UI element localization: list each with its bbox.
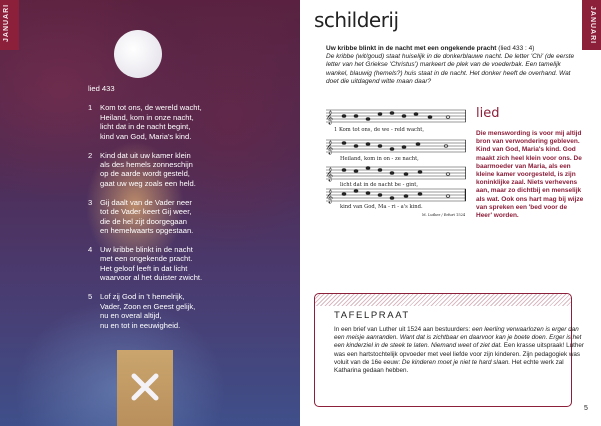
poem-line: waarvoor al het duister zwicht.: [100, 273, 203, 283]
svg-text:𝄞: 𝄞: [326, 140, 334, 154]
painting-description: [326, 45, 582, 86]
lyric-line: kind van God, Ma - ri - a's kind.: [340, 204, 423, 210]
tafelpraat-quote: een leerling verwaarlozen is erger dan een meisje aanranden. Want dat is zichtbaar en daarvoor kan je boete doen. Erger is het een kinderziel in de steek te laten. Niemand weet of ziet dat.: [334, 326, 582, 350]
poem: [88, 84, 288, 340]
poem-line: nu en tot in eeuwigheid.: [100, 320, 181, 330]
tafelpraat-quote2: De kinderen moet je niet te hard slaan.: [401, 358, 511, 366]
stanza: [88, 245, 288, 283]
chi-cross-icon: [130, 372, 160, 402]
lyric-line: licht dat in de nacht be - gint,: [340, 182, 419, 188]
poem-line: Kom tot ons, de wereld wacht,: [100, 103, 202, 113]
month-tab-label: JANUARI: [3, 3, 10, 42]
sheet-music: [326, 104, 466, 296]
painting-quote: Uw kribbe blinkt in de nacht met een ongekende pracht: [326, 45, 497, 52]
page-number: 5: [584, 405, 588, 412]
tafelpraat-closing: Het echte werk zal Katharina gedaan hebben.: [334, 358, 564, 375]
painting-reference: (lied 433 : 4): [498, 45, 535, 52]
stanza-number: 5: [88, 292, 93, 302]
stanza-number: 2: [88, 150, 93, 160]
poem-line: die de hel zijt doorgegaan: [100, 216, 187, 226]
poem-line: tot de Vader keert Gij weer,: [100, 207, 192, 217]
poem-line: met een ongekende pracht.: [100, 254, 193, 264]
poem-line: licht dat in de nacht begint,: [100, 122, 191, 132]
poem-line: Uw kribbe blinkt in de nacht: [100, 245, 193, 255]
poem-line: Vader, Zoon en Geest gelijk,: [100, 301, 196, 311]
poem-line: Heiland, kom in onze nacht,: [100, 112, 194, 122]
poem-line: Gij daalt van de Vader neer: [100, 197, 192, 207]
stanza-number: 3: [88, 197, 93, 207]
tafelpraat-text: [334, 326, 584, 375]
tafelpraat-intro: In een brief van Luther uit 1524 aan bestuurders:: [334, 326, 471, 333]
section-heading-lied: lied: [476, 106, 500, 121]
poem-title: lied 433: [88, 84, 115, 93]
stanza: [88, 151, 288, 189]
music-credit: M. Luther / Erfurt 1524: [422, 213, 466, 217]
lyric-line: 1 Kom tot ons, de we - reld wacht,: [334, 127, 425, 133]
poem-line: als des hemels zonneschijn: [100, 160, 193, 170]
lyric-line: Heiland, kom in on - ze nacht,: [340, 156, 419, 162]
poem-line: Lof zij God in 't hemelrijk,: [100, 292, 185, 302]
poem-line: kind van God, Maria's kind.: [100, 131, 192, 141]
tafelpraat-comment: Een krasse uitspraak! Luther was een hartstochtelijk opvoeder met veel liefde voor zijn kinderen. Zijn pedagogiek was voluit van de 16e eeuw:: [334, 342, 584, 366]
stanza-number: 4: [88, 245, 93, 255]
text-page: [300, 0, 601, 426]
moon-illustration: [114, 30, 162, 78]
month-tab-label: JANUARI: [589, 6, 596, 45]
painting-page: [0, 0, 300, 426]
stanza: [88, 292, 288, 330]
month-tab-right: [582, 0, 601, 50]
poem-line: nu en overal altijd,: [100, 311, 162, 321]
svg-text:𝄞: 𝄞: [326, 110, 334, 124]
lied-reflection: Die menswording is voor mij altijd bron van verwondering gebleven. Kind van God, Maria's kind. God maakt zich heel klein voor ons. De baarmoeder van Maria, als een kleine kamer voorgesteld, is zijn koninklijke zaal. Niets verhevens aan, maar zo dichtbij en menselijk als wat. Ook ons hart mag bij wijze van spreken een 'bed voor de Heer' worden.: [476, 130, 584, 220]
decorative-band: [315, 294, 571, 306]
month-tab-left: [0, 0, 19, 50]
svg-text:𝄞: 𝄞: [326, 167, 334, 181]
poem-line: en hemelwaarts opgestaan.: [100, 226, 194, 236]
stanza-number: 1: [88, 103, 93, 113]
stanza: [88, 103, 288, 141]
tafelpraat-box: [314, 293, 584, 407]
svg-text:𝄞: 𝄞: [326, 189, 334, 203]
poem-line: Kind dat uit uw kamer klein: [100, 150, 191, 160]
poem-line: op de aarde wordt gesteld,: [100, 169, 190, 179]
poem-line: Het geloof leeft in dat licht: [100, 263, 188, 273]
tafelpraat-heading: TAFELPRAAT: [334, 310, 410, 321]
poem-line: gaat uw weg zoals een held.: [100, 178, 196, 188]
section-heading-schilderij: schilderij: [314, 8, 399, 32]
stanza: [88, 198, 288, 236]
painting-body: De kribbe (wit/goud) staat huiselijk in de donkerblauwe nacht. De letter 'Chi' (de eerste letter van het Griekse 'Christus') markeert de plek van de voederbak. Een tamelijk wankel, blauwig (hemels?) huis staat in de nacht. Het donker heeft de overhand. Wat doet die uitdagend witte maan daar?: [326, 53, 575, 85]
